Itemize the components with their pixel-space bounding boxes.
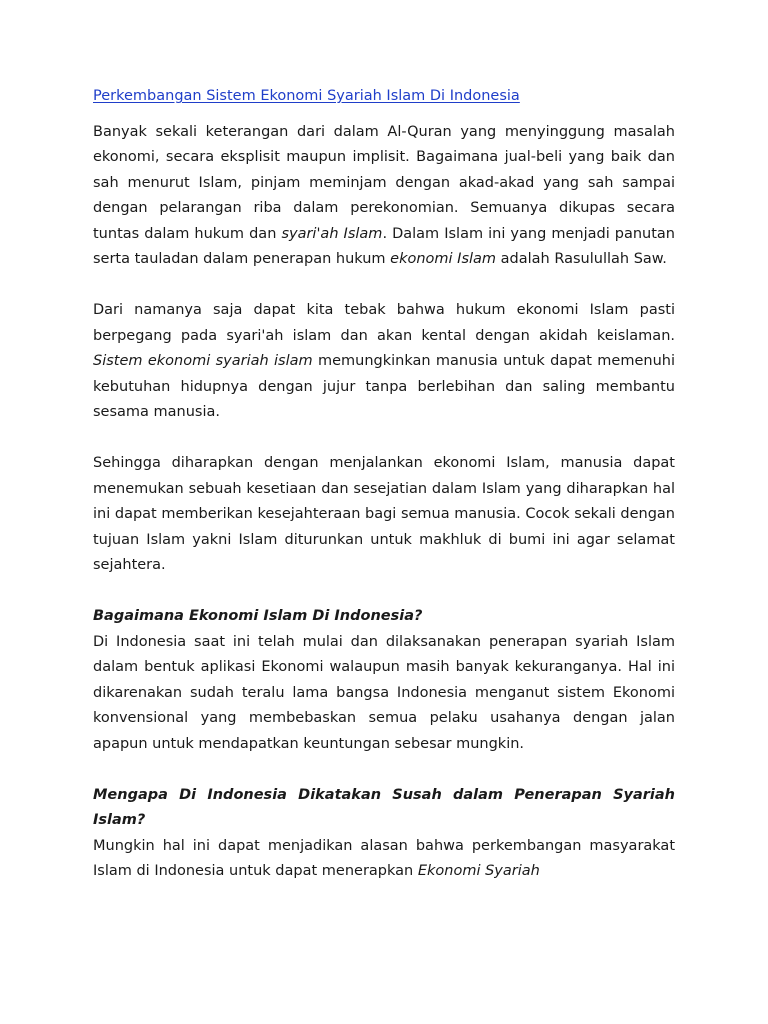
article-title-link[interactable]: Perkembangan Sistem Ekonomi Syariah Islam Di Indonesia	[93, 88, 520, 104]
paragraph-hope: Sehingga diharapkan dengan menjalankan ekonomi Islam, manusia dapat menemukan sebuah kesetiaan dan sesejatian dalam Islam yang diharapkan hal ini dapat memberikan kesejahteraan bagi semua manusia. Cocok sekali dengan tujuan Islam yakni Islam diturunkan untuk makhluk di bumi ini agar selamat sejahtera.	[93, 455, 675, 573]
section-heading-indonesia: Bagaimana Ekonomi Islam Di Indonesia?	[93, 608, 423, 624]
paragraph-intro	[93, 120, 675, 273]
emphasis-text: Ekonomi Syariah	[417, 863, 540, 879]
emphasis-text: ekonomi Islam	[390, 251, 497, 267]
paragraph-text: adalah Rasulullah Saw.	[496, 251, 667, 267]
paragraph-indonesia: Di Indonesia saat ini telah mulai dan dilaksanakan penerapan syariah Islam dalam bentuk aplikasi Ekonomi walaupun masih banyak kekuranganya. Hal ini dikarenakan sudah teralu lama bangsa Indonesia menganut sistem Ekonomi konvensional yang membebaskan semua pelaku usahanya dengan jalan apapun untuk mendapatkan keuntungan sebesar mungkin.	[93, 633, 675, 752]
paragraph-definition	[93, 298, 675, 426]
paragraph-text: Banyak sekali keterangan dari dalam Al-Quran yang menyinggung masalah ekonomi, secara eksplisit maupun implisit. Bagaimana jual-beli yang baik dan sah menurut Islam, pinjam meminjam dengan akad-akad yang sah sampai dengan pelarangan riba dalam perekonomian. Semuanya dikupas secara tuntas dalam hukum dan	[93, 123, 675, 242]
paragraph-difficulty	[93, 834, 675, 885]
emphasis-text: syari'ah Islam	[281, 225, 383, 242]
emphasis-text: Sistem ekonomi syariah islam	[93, 353, 313, 369]
paragraph-text: Mungkin hal ini dapat menjadikan alasan bahwa perkembangan masyarakat Islam di Indonesia untuk dapat menerapkan	[93, 837, 675, 879]
document-page	[93, 84, 675, 885]
section-heading-difficulty: Mengapa Di Indonesia Dikatakan Susah dalam Penerapan Syariah Islam?	[93, 786, 675, 828]
paragraph-text: Dari namanya saja dapat kita tebak bahwa hukum ekonomi Islam pasti berpegang pada syari'ah islam dan akan kental dengan akidah keislaman.	[93, 302, 675, 344]
paragraph-text: . Dalam Islam ini yang menjadi panutan serta tauladan dalam penerapan hukum	[93, 225, 675, 267]
paragraph-text: memungkinkan manusia untuk dapat memenuhi kebutuhan hidupnya dengan jujur tanpa berlebihan dan saling membantu sesama manusia.	[93, 353, 675, 420]
